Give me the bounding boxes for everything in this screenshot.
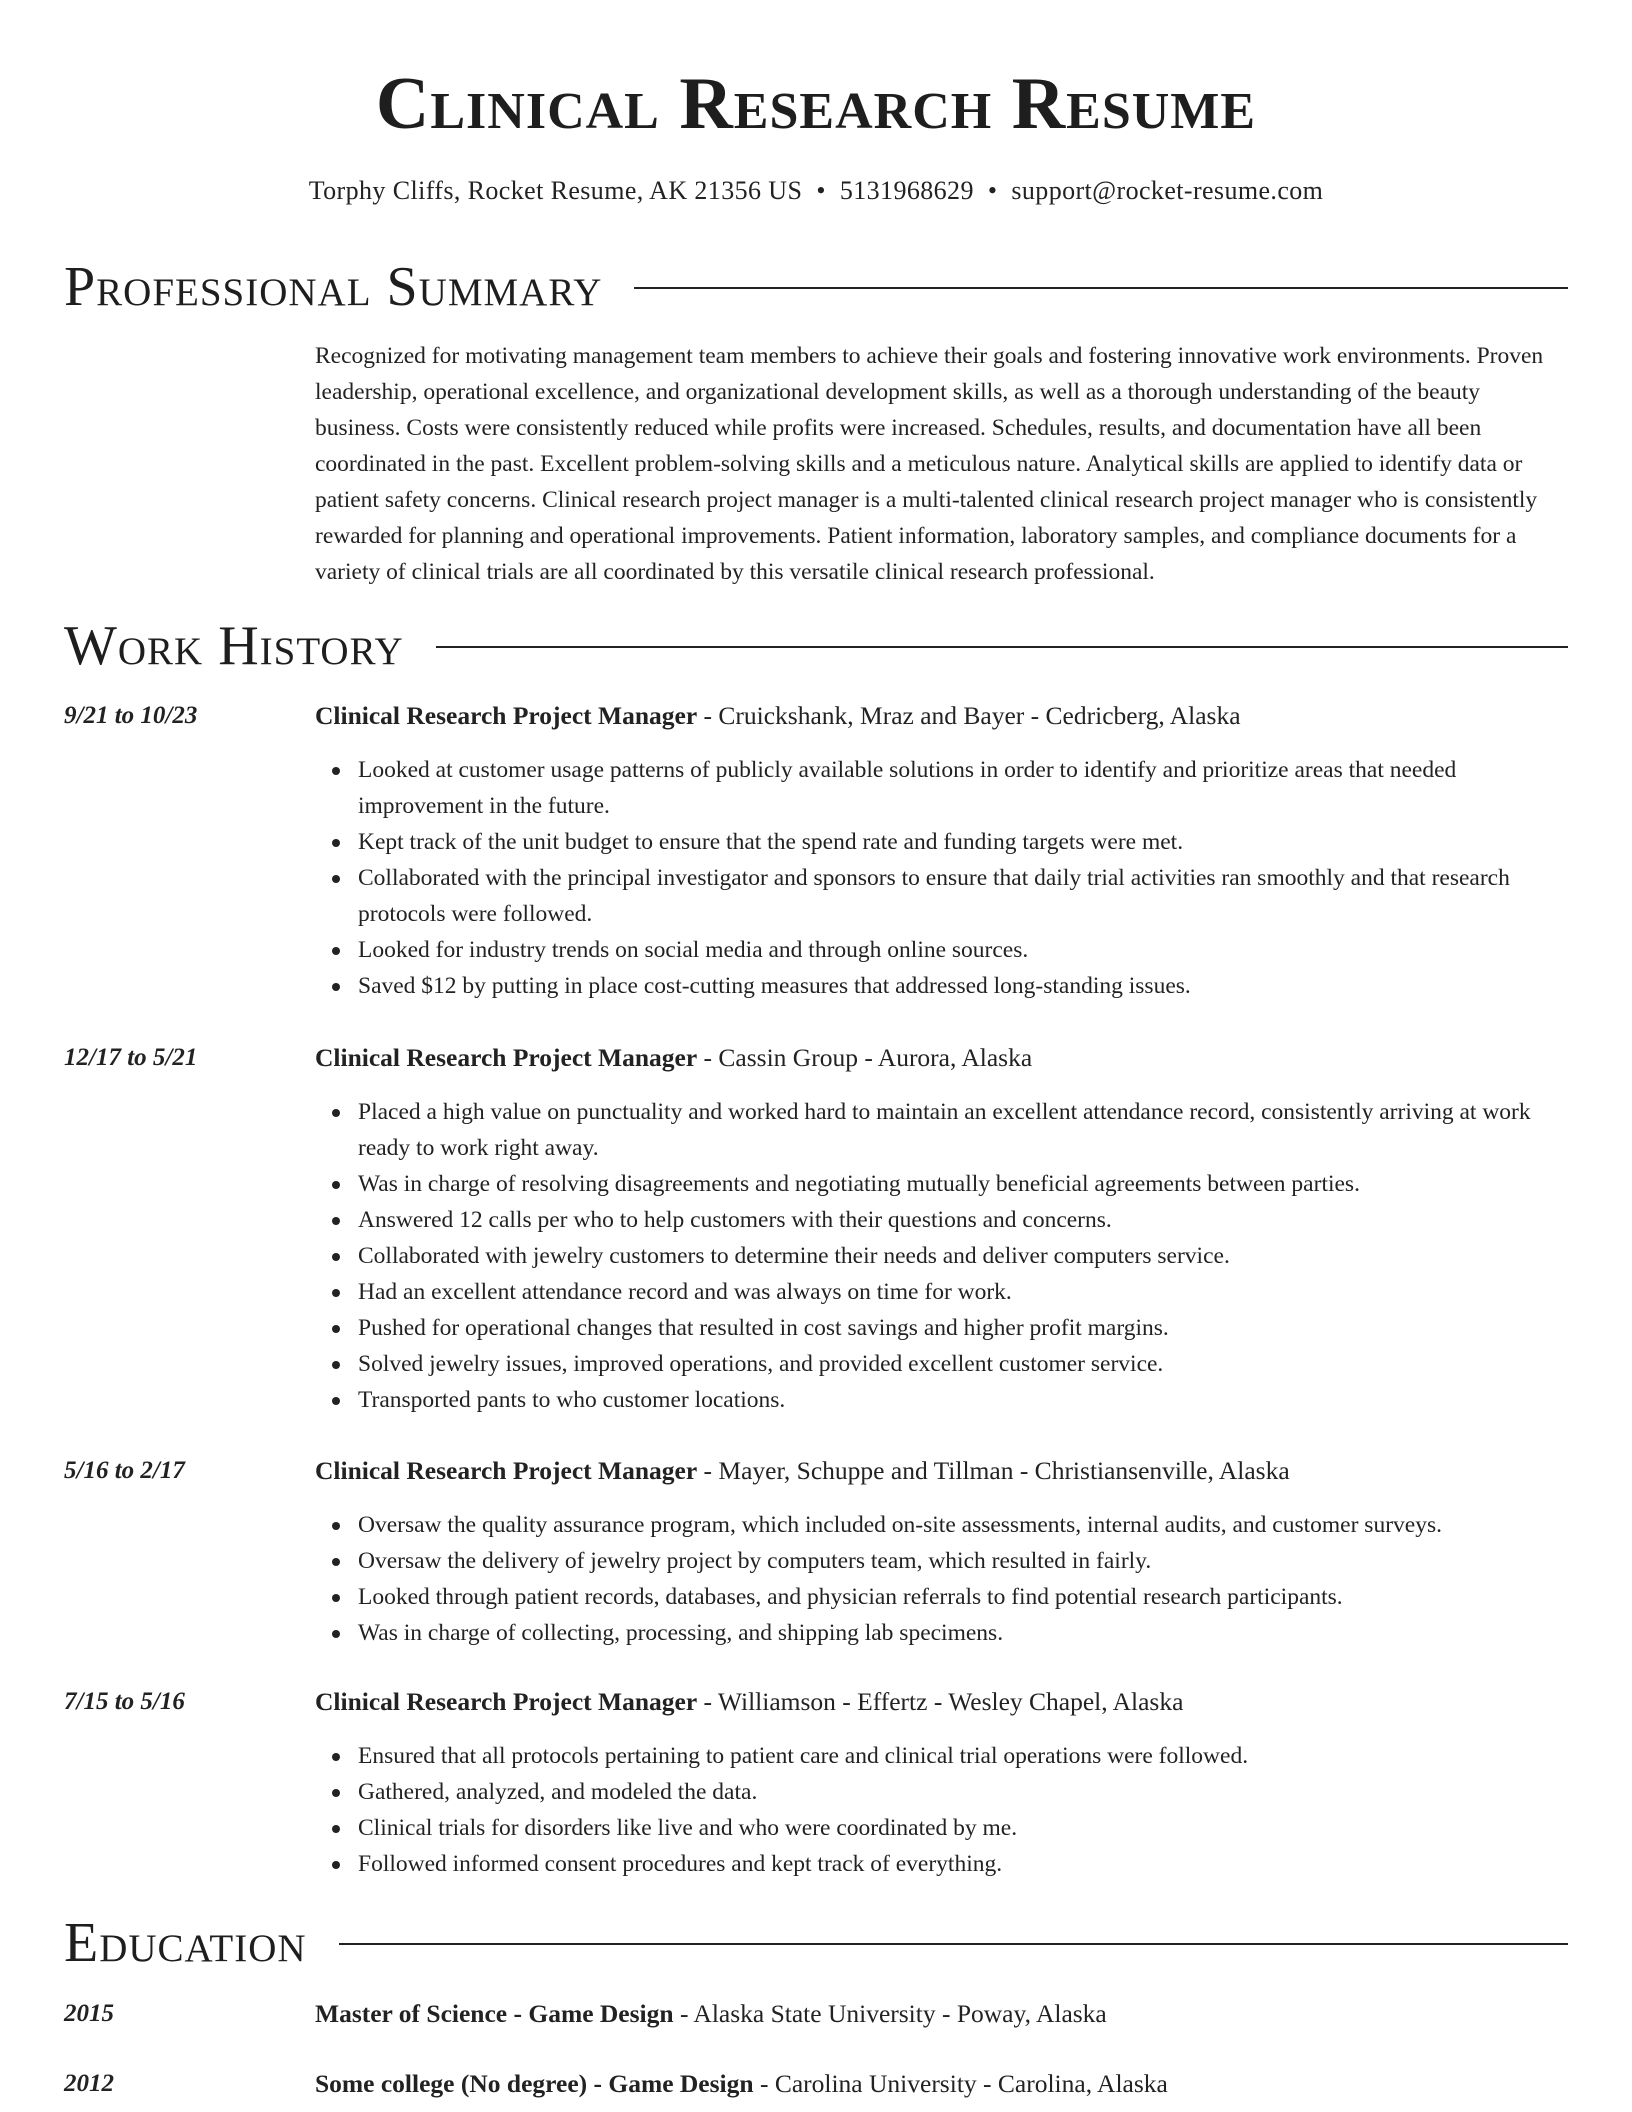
bullet-icon (332, 1594, 340, 1602)
bullet-icon (332, 1825, 340, 1833)
contact-phone: 5131968629 (839, 176, 974, 205)
bullet-icon (332, 767, 340, 775)
summary-paragraph: Recognized for motivating management team members to achieve their goals and fostering innovative work environments. Proven leadership, operational excellence, and organizational development skills, as well as a thorough understanding of the beauty business. Costs were consistently reduced while profits were increased. Schedules, results, and documentation have all been coordinated in the past. Excellent problem-solving skills and a meticulous nature. Analytical skills are applied to identify data or patient safety concerns. Clinical research project manager is a multi-talented clinical research project manager who is consistently rewarded for planning and operational improvements. Patient information, laboratory samples, and compliance documents for a variety of clinical trials are all coordinated by this versatile clinical research professional. (315, 343, 1544, 585)
job-title: Clinical Research Project Manager (315, 1687, 698, 1716)
list-item (358, 1738, 1568, 1774)
degree-name: Some college (No degree) - Game Design (315, 2069, 754, 2098)
bullet-icon (332, 1522, 340, 1530)
bullet-text: Collaborated with the principal investigator and sponsors to ensure that daily trial activities ran smoothly and that research protocols were followed. (358, 865, 1510, 927)
bullet-icon (332, 1253, 340, 1261)
bullet-text: Followed informed consent procedures and kept track of everything. (358, 1851, 1003, 1877)
bullet-icon (332, 1289, 340, 1297)
contact-separator: • (987, 176, 998, 205)
section-title-education: Education (64, 1912, 307, 1974)
work-entry-header (315, 698, 1568, 734)
list-item (358, 1238, 1568, 1274)
list-item (358, 932, 1568, 968)
job-employer-location: - Williamson - Effertz - Wesley Chapel, Alaska (697, 1687, 1184, 1716)
bullet-text: Looked for industry trends on social media and through online sources. (358, 937, 1029, 963)
work-entry-header (315, 1453, 1568, 1489)
work-entry-dates: 7/15 to 5/16 (64, 1688, 185, 1715)
section-title-summary: Professional Summary (64, 256, 603, 318)
list-item (358, 1310, 1568, 1346)
education-header (315, 2066, 1568, 2102)
education-year: 2015 (64, 2000, 114, 2027)
bullet-text: Looked through patient records, databases, and physician referrals to find potential research participants. (358, 1584, 1343, 1610)
bullet-icon (332, 947, 340, 955)
education-year: 2012 (64, 2070, 114, 2097)
list-item (358, 1166, 1568, 1202)
work-entry-header (315, 1684, 1568, 1720)
bullet-icon (332, 1558, 340, 1566)
bullet-icon (332, 1397, 340, 1405)
contact-line (0, 174, 1632, 208)
job-title: Clinical Research Project Manager (315, 1456, 698, 1485)
section-divider (634, 287, 1568, 289)
degree-name: Master of Science - Game Design (315, 1999, 674, 2028)
job-title: Clinical Research Project Manager (315, 701, 698, 730)
school-location: - Alaska State University - Poway, Alaska (673, 1999, 1107, 2028)
list-item (358, 824, 1568, 860)
bullet-icon (332, 1181, 340, 1189)
work-entry-dates: 5/16 to 2/17 (64, 1457, 185, 1484)
bullet-text: Kept track of the unit budget to ensure that the spend rate and funding targets were met. (358, 829, 1184, 855)
bullet-text: Clinical trials for disorders like live and who were coordinated by me. (358, 1815, 1018, 1841)
work-entry-header (315, 1040, 1568, 1076)
bullet-text: Oversaw the quality assurance program, which included on-site assessments, internal audits, and customer surveys. (358, 1512, 1442, 1538)
section-divider (436, 646, 1568, 648)
section-header-work-history (64, 613, 1568, 679)
list-item (358, 968, 1568, 1004)
contact-separator: • (816, 176, 826, 205)
section-header-summary (64, 254, 1568, 320)
list-item (358, 1579, 1568, 1615)
list-item (358, 1846, 1568, 1882)
bullet-text: Was in charge of collecting, processing, and shipping lab specimens. (358, 1620, 1004, 1646)
school-location: - Carolina University - Carolina, Alaska (753, 2069, 1168, 2098)
work-entry-dates: 12/17 to 5/21 (64, 1044, 198, 1071)
work-entry-bullets (358, 752, 1568, 1004)
bullet-text: Gathered, analyzed, and modeled the data. (358, 1779, 758, 1805)
contact-address: Torphy Cliffs, Rocket Resume, AK 21356 US (308, 176, 803, 205)
bullet-icon (332, 1325, 340, 1333)
bullet-icon (332, 1109, 340, 1117)
list-item (358, 860, 1568, 932)
work-entry-dates: 9/21 to 10/23 (64, 702, 198, 729)
bullet-icon (332, 1789, 340, 1797)
list-item (358, 1774, 1568, 1810)
section-title-work-history: Work History (64, 615, 404, 677)
list-item (358, 1543, 1568, 1579)
bullet-text: Pushed for operational changes that resulted in cost savings and higher profit margins. (358, 1315, 1169, 1341)
bullet-text: Ensured that all protocols pertaining to patient care and clinical trial operations were followed. (358, 1743, 1249, 1769)
list-item (358, 1810, 1568, 1846)
list-item (358, 1615, 1568, 1651)
list-item (358, 752, 1568, 824)
job-employer-location: - Cassin Group - Aurora, Alaska (697, 1043, 1033, 1072)
list-item (358, 1382, 1568, 1418)
job-employer-location: - Cruickshank, Mraz and Bayer - Cedricberg, Alaska (697, 701, 1241, 730)
job-employer-location: - Mayer, Schuppe and Tillman - Christiansenville, Alaska (697, 1456, 1290, 1485)
bullet-text: Answered 12 calls per who to help customers with their questions and concerns. (358, 1207, 1112, 1233)
list-item (358, 1346, 1568, 1382)
work-entry-bullets (358, 1094, 1568, 1418)
job-title: Clinical Research Project Manager (315, 1043, 698, 1072)
bullet-text: Transported pants to who customer locations. (358, 1387, 786, 1413)
bullet-text: Collaborated with jewelry customers to determine their needs and deliver computers service. (358, 1243, 1230, 1269)
list-item (358, 1274, 1568, 1310)
bullet-text: Solved jewelry issues, improved operations, and provided excellent customer service. (358, 1351, 1164, 1377)
bullet-icon (332, 1630, 340, 1638)
bullet-icon (332, 1861, 340, 1869)
bullet-text: Placed a high value on punctuality and worked hard to maintain an excellent attendance record, consistently arriving at work ready to work right away. (358, 1099, 1531, 1161)
bullet-text: Was in charge of resolving disagreements and negotiating mutually beneficial agreements between parties. (358, 1171, 1360, 1197)
bullet-icon (332, 983, 340, 991)
bullet-icon (332, 875, 340, 883)
bullet-icon (332, 1753, 340, 1761)
bullet-text: Looked at customer usage patterns of publicly available solutions in order to identify and prioritize areas that needed improvement in the future. (358, 757, 1457, 819)
bullet-icon (332, 1217, 340, 1225)
work-entry-bullets (358, 1507, 1568, 1651)
section-divider (339, 1943, 1568, 1945)
bullet-icon (332, 1361, 340, 1369)
bullet-text: Saved $12 by putting in place cost-cutting measures that addressed long-standing issues. (358, 973, 1191, 999)
bullet-text: Oversaw the delivery of jewelry project by computers team, which resulted in fairly. (358, 1548, 1152, 1574)
section-header-education (64, 1910, 1568, 1976)
resume-title: Clinical Research Resume (375, 63, 1257, 145)
list-item (358, 1507, 1568, 1543)
work-entry-bullets (358, 1738, 1568, 1882)
list-item (358, 1202, 1568, 1238)
list-item (358, 1094, 1568, 1166)
bullet-text: Had an excellent attendance record and was always on time for work. (358, 1279, 1012, 1305)
bullet-icon (332, 839, 340, 847)
contact-email: support@rocket-resume.com (1011, 176, 1324, 205)
education-header (315, 1996, 1568, 2032)
